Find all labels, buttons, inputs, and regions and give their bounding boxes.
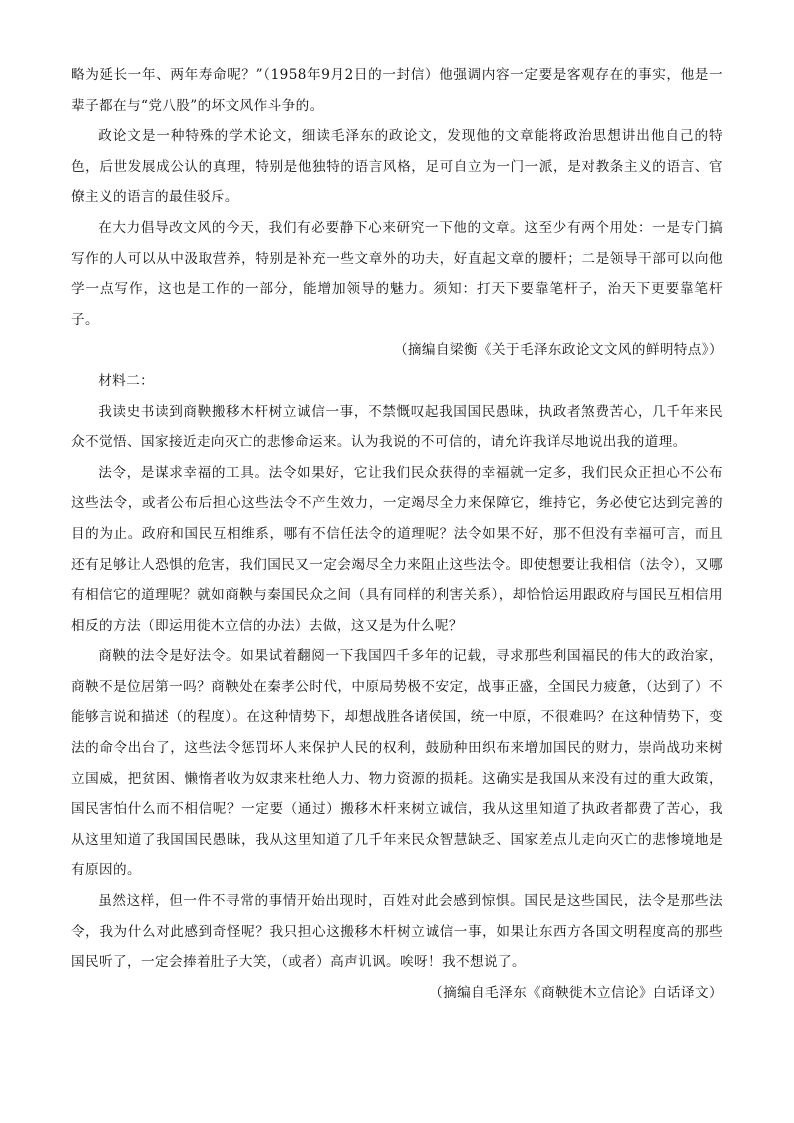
source-citation: （摘编自毛泽东《商鞅徙木立信论》白话译文） bbox=[429, 984, 723, 1001]
paragraph: 政论文是一种特殊的学术论文，细读毛泽东的政论文，发现他的文章能将政治思想讲出他自己的特色，后世发展成公认的真理，特别是他独特的语言风格，足可自立为一门一派，是对教条主义的语言、官僚主义的语言的最佳驳斥。 bbox=[71, 128, 723, 206]
paragraph: 商鞅的法令是好法令。如果试着翻阅一下我国四千多年的记载，寻求那些利国福民的伟大的政治家，商鞅不是位居第一吗？商鞅处在秦孝公时代，中原局势极不安定，战事正盛，全国民力疲惫，（达到了）不能够言说和描述（的程度）。在这种情势下，却想战胜各诸侯国，统一中原，不很难吗？在这种情势下，变法的命令出台了，这些法令惩罚坏人来保护人民的权利，鼓励种田织布来增加国民的财力，崇尚战功来树立国威，把贫困、懒惰者收为奴隶来杜绝人力、物力资源的损耗。这确实是我国从来没有过的重大政策，国民害怕什么而不相信呢？一定要（通过）搬移木杆来树立诚信，我从这里知道了执政者都费了苦心，我从这里知道了我国国民愚昧，我从这里知道了几千年来民众智慧缺乏、国家差点儿走向灭亡的悲惨境地是有原因的。 bbox=[71, 648, 723, 879]
paragraph: 我读史书读到商鞅搬移木杆树立诚信一事，不禁慨叹起我国国民愚昧，执政者煞费苦心，几千年来民众不觉悟、国家接近走向灭亡的悲惨命运来。认为我说的不可信的，请允许我详尽地说出我的道理。 bbox=[71, 403, 723, 451]
source-citation: （摘编自梁衡《关于毛泽东政论文文风的鲜明特点》） bbox=[393, 342, 723, 359]
document-page bbox=[71, 60, 723, 1008]
section-heading: 材料二： bbox=[98, 372, 155, 389]
paragraph-continued: 略为延长一年、两年寿命呢？”（1958年9月2日的一封信）他强调内容一定要是客观存在的事实，他是一辈子都在与“党八股”的坏文风作斗争的。 bbox=[71, 67, 723, 114]
paragraph: 在大力倡导改文风的今天，我们有必要静下心来研究一下他的文章。这至少有两个用处：一是专门搞写作的人可以从中汲取营养，特别是补充一些文章外的功夫，好直起文章的腰杆；二是领导干部可以向他学一点写作，这也是工作的一部分，能增加领导的魅力。须知：打天下要靠笔杆子，治天下更要靠笔杆子。 bbox=[71, 219, 723, 328]
paragraph: 虽然这样，但一件不寻常的事情开始出现时，百姓对此会感到惊惧。国民是这些国民，法令是那些法令，我为什么对此感到奇怪呢？我只担心这搬移木杆树立诚信一事，如果让东西方各国文明程度高的那些国民听了，一定会捧着肚子大笑，（或者）高声讥讽。唉呀！我不想说了。 bbox=[71, 893, 723, 971]
paragraph: 法令，是谋求幸福的工具。法令如果好，它让我们民众获得的幸福就一定多，我们民众正担心不公布这些法令，或者公布后担心这些法令不产生效力，一定竭尽全力来保障它，维持它，务必使它达到完善的目的为止。政府和国民互相维系，哪有不信任法令的道理呢？法令如果不好，那不但没有幸福可言，而且还有足够让人恐惧的危害，我们国民又一定会竭尽全力来阻止这些法令。即使想要让我相信（法令），又哪有相信它的道理呢？就如商鞅与秦国民众之间（具有同样的利害关系），却恰恰运用跟政府与国民互相信用相反的方法（即运用徙木立信的办法）去做，这又是为什么呢？ bbox=[71, 464, 723, 634]
